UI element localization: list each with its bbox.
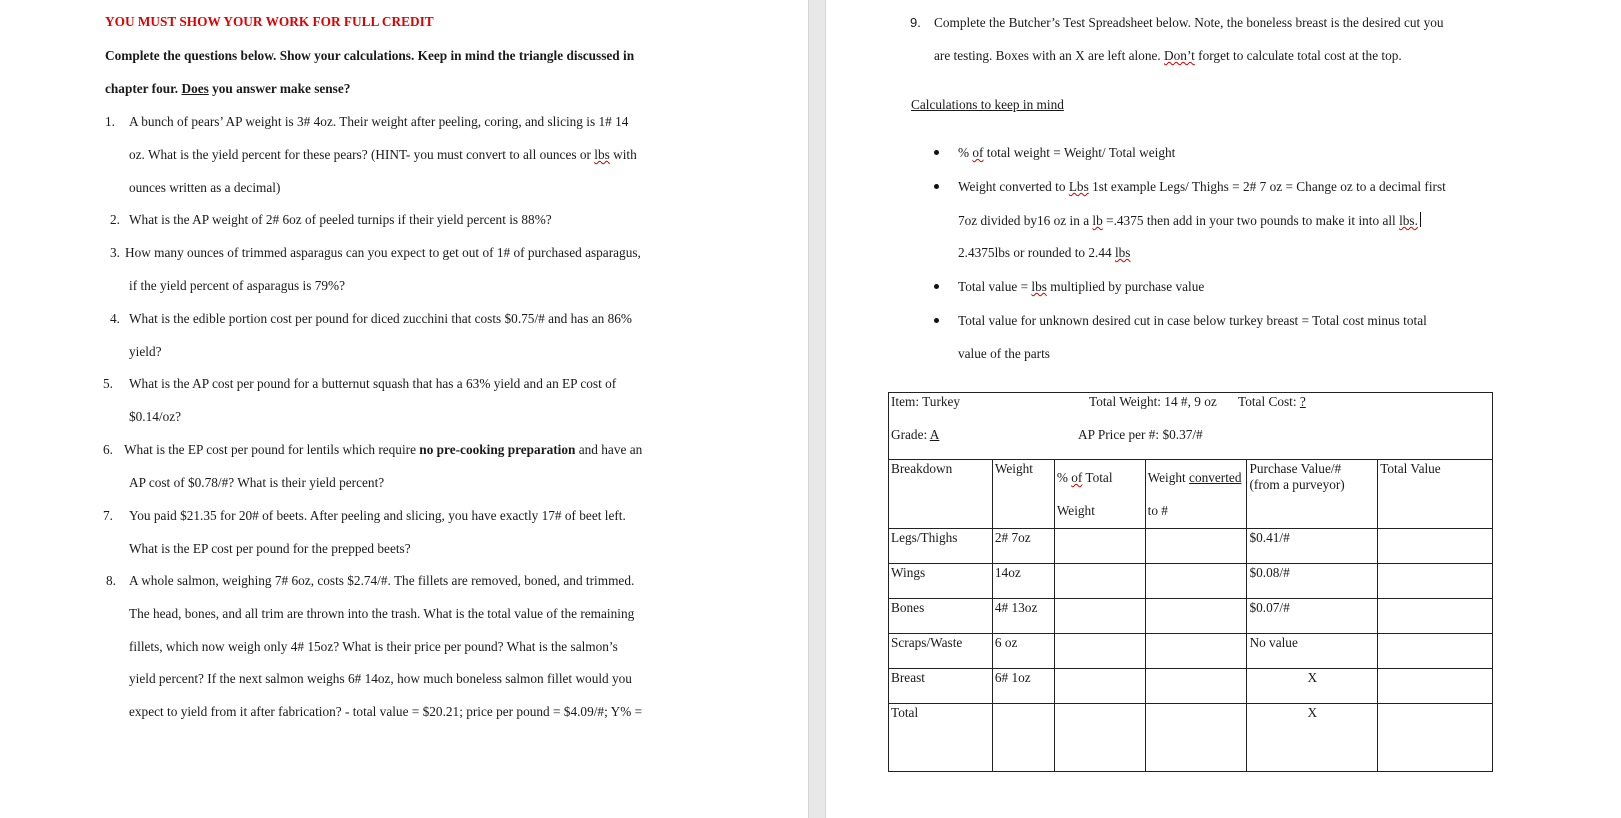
question-3-line-2: if the yield percent of asparagus is 79%? [129,278,345,293]
weight-cell: 2# 7oz [992,529,1054,564]
purchase-value-cell[interactable]: X [1247,704,1378,772]
column-header-weight: Weight [992,460,1054,529]
question-5-line-1: What is the AP cost per pound for a butternut squash that has a 63% yield and an EP cost of [129,376,617,391]
bullet-percent-total: % of total weight = Weight/ Total weight [958,145,1176,160]
weight-converted-cell[interactable] [1145,669,1247,704]
question-5-number: 5. [103,376,113,391]
table-row [889,634,1493,669]
grade-label: Grade: A [891,426,940,442]
question-4-line-2: yield? [129,344,162,359]
question-6-number: 6. [103,442,113,457]
weight-converted-cell[interactable] [1145,564,1247,599]
breakdown-cell: Wings [889,564,993,599]
total-value-cell[interactable] [1378,669,1493,704]
question-6-line-1: What is the EP cost per pound for lentils which require no pre-cooking preparation and have an [124,442,643,457]
intro-line-1: Complete the questions below. Show your calculations. Keep in mind the triangle discussed in [105,48,635,63]
question-8-line-4: yield percent? If the next salmon weighs 6# 14oz, how much boneless salmon fillet would you [129,671,632,686]
bullet-dot [934,184,939,189]
column-header-percent-total: % of Total Weight [1054,460,1145,529]
total-weight-label: Total Weight: 14 #, 9 oz [1089,394,1217,409]
weight-converted-cell[interactable] [1145,634,1247,669]
purchase-value-cell[interactable]: No value [1247,634,1378,669]
percent-total-cell[interactable] [1054,599,1145,634]
percent-total-cell[interactable] [1054,704,1145,772]
bullet-weight-converted: Weight converted to Lbs 1st example Legs/ Thighs = 2# 7 oz = Change oz to a decimal first [958,179,1446,194]
table-header-row-1 [889,393,1493,426]
weight-cell: 6 oz [992,634,1054,669]
bullet-weight-converted-line-3: 2.4375lbs or rounded to 2.44 lbs [958,245,1131,260]
bullet-total-value: Total value = lbs multiplied by purchase value [958,279,1205,294]
weight-converted-cell[interactable] [1145,704,1247,772]
question-9-line-2: are testing. Boxes with an X are left alone. Don’t forget to calculate total cost at the top. [934,48,1402,63]
table-row [889,529,1493,564]
total-value-cell[interactable] [1378,599,1493,634]
item-label: Item: Turkey [891,394,961,409]
left-page[interactable] [0,0,808,818]
breakdown-cell: Legs/Thighs [889,529,993,564]
question-8-line-1: A whole salmon, weighing 7# 6oz, costs $2.74/#. The fillets are removed, boned, and trimmed. [129,573,635,588]
table-header-row-2 [889,426,1493,460]
weight-converted-cell[interactable] [1145,599,1247,634]
weight-cell: 6# 1oz [992,669,1054,704]
weight-cell [992,704,1054,772]
question-7-line-2: What is the EP cost per pound for the prepped beets? [129,541,411,556]
purchase-value-cell[interactable]: $0.07/# [1247,599,1378,634]
weight-cell: 4# 13oz [992,599,1054,634]
table-row [889,564,1493,599]
question-4-line-1: What is the edible portion cost per pound for diced zucchini that costs $0.75/# and has an 86% [129,311,632,326]
bullet-unknown-cut-line-2: value of the parts [958,346,1050,361]
question-1-number: 1. [105,114,115,129]
question-7-line-1: You paid $21.35 for 20# of beets. After peeling and slicing, you have exactly 17# of beet left. [129,508,626,523]
work-warning: YOU MUST SHOW YOUR WORK FOR FULL CREDIT [105,14,434,29]
breakdown-cell: Scraps/Waste [889,634,993,669]
total-cost-value[interactable]: ? [1299,394,1306,409]
percent-total-cell[interactable] [1054,529,1145,564]
question-6-line-2: AP cost of $0.78/#? What is their yield percent? [129,475,385,490]
butchers-test-table [888,392,1493,772]
purchase-value-cell[interactable]: $0.08/# [1247,564,1378,599]
question-8-line-5: expect to yield from it after fabrication? - total value = $20.21; price per pound = $4.09/#; Y% = [129,704,643,719]
question-8-number: 8. [106,573,116,588]
total-cost-label: Total Cost: ? [1238,394,1306,409]
total-value-cell[interactable] [1378,704,1493,772]
percent-total-cell[interactable] [1054,669,1145,704]
percent-total-cell[interactable] [1054,564,1145,599]
table-row [889,599,1493,634]
breakdown-cell: Breast [889,669,993,704]
question-2-line-1: What is the AP weight of 2# 6oz of peeled turnips if their yield percent is 88%? [129,212,552,227]
purchase-value-cell[interactable]: X [1247,669,1378,704]
question-5-line-2: $0.14/oz? [129,409,182,424]
text-cursor [1420,212,1421,227]
calculations-heading: Calculations to keep in mind [911,97,1064,112]
purchase-value-cell[interactable]: $0.41/# [1247,529,1378,564]
table-row [889,669,1493,704]
column-header-purchase-value: Purchase Value/# (from a purveyor) [1247,460,1378,529]
percent-total-cell[interactable] [1054,634,1145,669]
bullet-dot [934,150,939,155]
question-1-line-2: oz. What is the yield percent for these pears? (HINT- you must convert to all ounces or lbs with [129,147,637,162]
question-8-line-3: fillets, which now weigh only 4# 15oz? What is their price per pound? What is the salmon’s [129,639,618,654]
breakdown-cell: Total [889,704,993,772]
question-3-line-1: How many ounces of trimmed asparagus can you expect to get out of 1# of purchased asparagus, [125,245,641,260]
question-9-number: 9. [910,15,921,30]
bullet-unknown-cut: Total value for unknown desired cut in case below turkey breast = Total cost minus total [958,313,1427,328]
question-2-number: 2. [110,212,120,227]
question-3-number: 3. [110,245,120,260]
bullet-dot [934,284,939,289]
question-7-number: 7. [103,508,113,523]
question-4-number: 4. [110,311,120,326]
question-1-line-1: A bunch of pears’ AP weight is 3# 4oz. Their weight after peeling, coring, and slicing is 1# 14 [129,114,629,129]
question-1-line-3: ounces written as a decimal) [129,180,281,195]
question-9-line-1: Complete the Butcher’s Test Spreadsheet below. Note, the boneless breast is the desired cut you [934,15,1444,30]
question-8-line-2: The head, bones, and all trim are thrown into the trash. What is the total value of the remaining [129,606,635,621]
ap-price-label: AP Price per #: $0.37/# [1078,426,1203,442]
column-header-total-value: Total Value [1378,460,1493,529]
weight-converted-cell[interactable] [1145,529,1247,564]
total-value-cell[interactable] [1378,564,1493,599]
total-value-cell[interactable] [1378,529,1493,564]
breakdown-cell: Bones [889,599,993,634]
intro-line-2: chapter four. Does you answer make sense? [105,81,351,96]
total-value-cell[interactable] [1378,634,1493,669]
bullet-dot [934,318,939,323]
page-gutter [808,0,826,818]
bullet-weight-converted-line-2: 7oz divided by16 oz in a lb =.4375 then add in your two pounds to make it into all lbs. [958,212,1421,229]
column-header-breakdown: Breakdown [889,460,993,529]
table-row [889,704,1493,772]
right-page[interactable] [826,0,1621,818]
column-header-weight-converted: Weight converted to # [1145,460,1247,529]
weight-cell: 14oz [992,564,1054,599]
